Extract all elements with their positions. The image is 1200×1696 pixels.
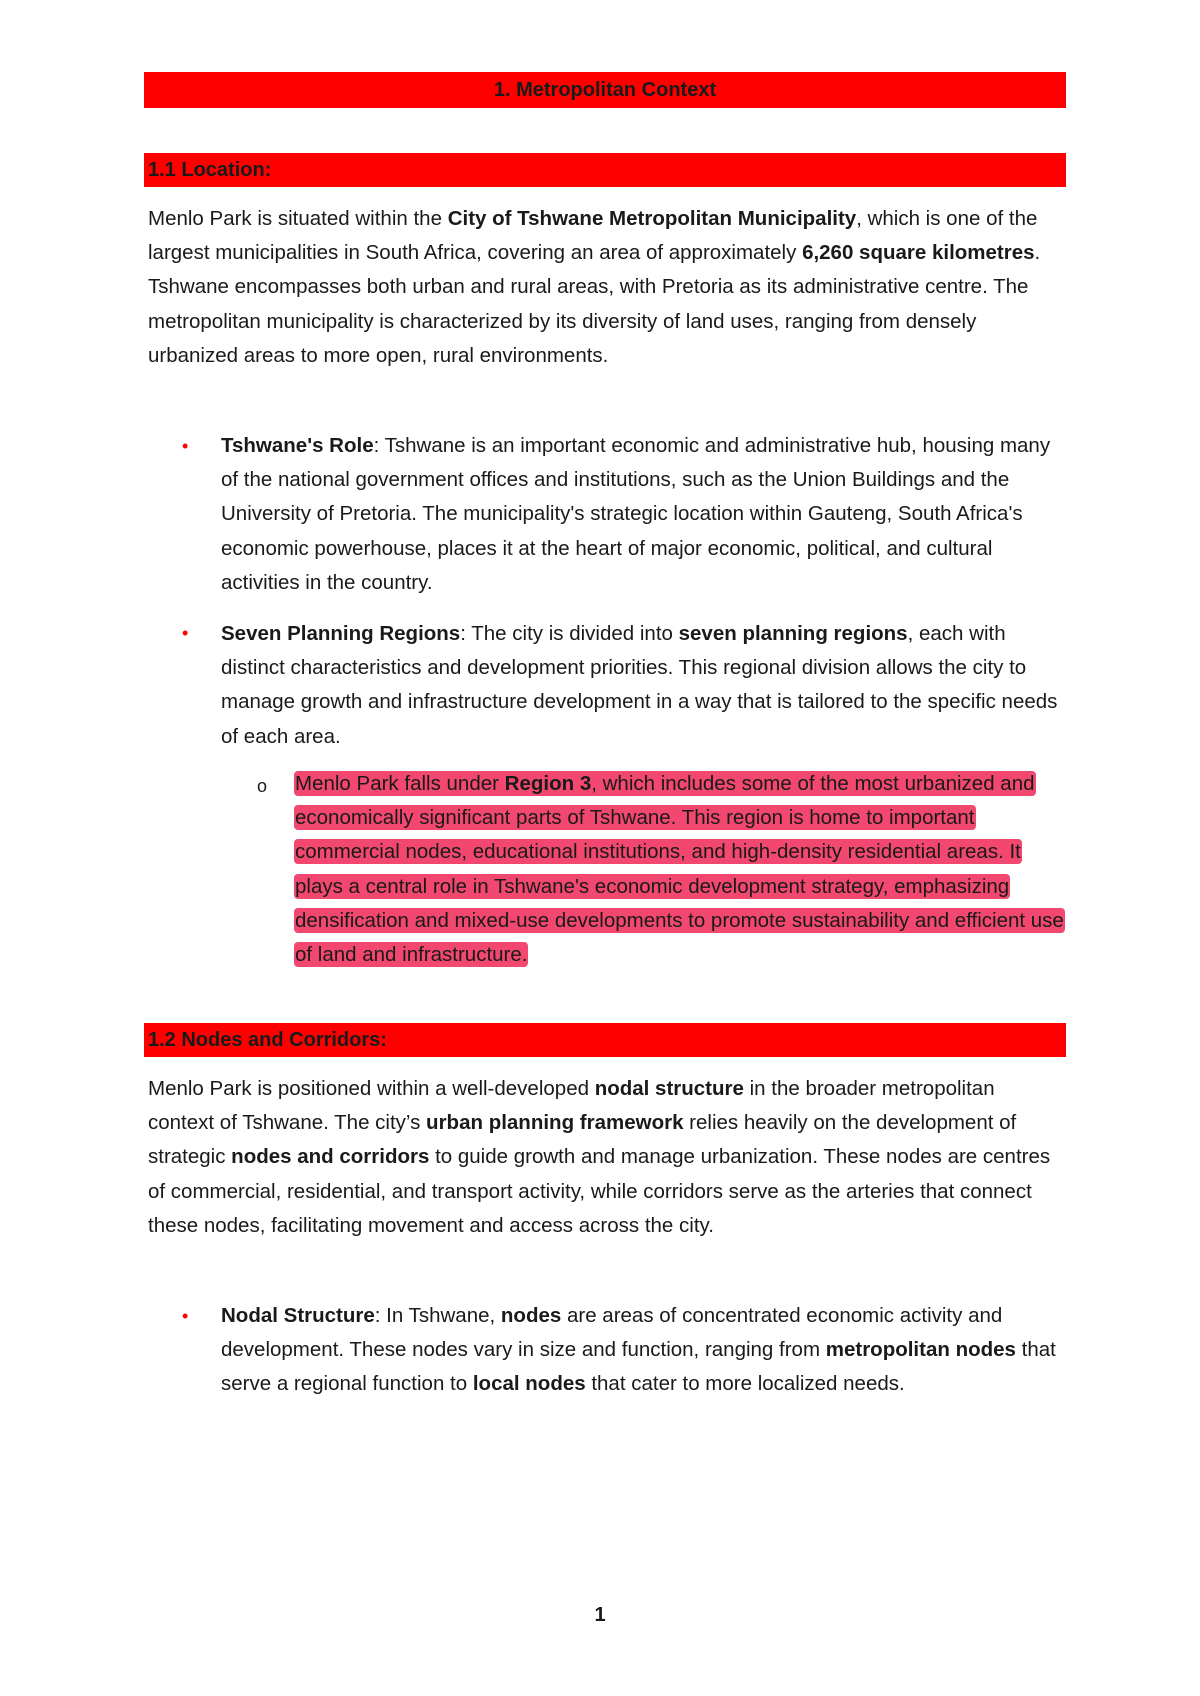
section-heading-location: 1.1 Location:	[144, 153, 1066, 187]
highlighted-region-3-text: Menlo Park falls under Region 3, which includes some of the most urbanized and economically significant parts of Tshwane. This region is home to important commercial nodes, educational institutions, and high-density residential areas. It plays a central role in Tshwane's economic development strategy, emphasizing densification and mixed-use developments to promote sustainability and efficient use of land and infrastructure.	[295, 772, 1064, 967]
location-paragraph: Menlo Park is situated within the City of Tshwane Metropolitan Municipality, which is one of the largest municipalities in South Africa, covering an area of approximately 6,260 square kilometres. Tshwane encompasses both urban and rural areas, with Pretoria as its administrative centre. The metropolitan municipality is characterized by its diversity of land uses, ranging from densely urbanized areas to more open, rural environments.	[148, 207, 1041, 367]
bullet-tshwane-role: Tshwane's Role: Tshwane is an important economic and administrative hub, housing many of the national government offices and institutions, such as the Union Buildings and the University of Pretoria. The municipality's strategic location within Gauteng, South Africa's economic powerhouse, places it at the heart of major economic, political, and cultural activities in the country.	[221, 434, 1051, 594]
bullet-nodal-structure: Nodal Structure: In Tshwane, nodes are areas of concentrated economic activity and development. These nodes vary in size and function, ranging from metropolitan nodes that serve a regional function to local nodes that cater to more localized needs.	[221, 1304, 1056, 1396]
bullet-icon: •	[182, 436, 189, 456]
bullet-icon: •	[182, 623, 189, 643]
nodes-paragraph: Menlo Park is positioned within a well-developed nodal structure in the broader metropolitan context of Tshwane. The city’s urban planning framework relies heavily on the development of strategic nodes and corridors to guide growth and manage urbanization. These nodes are centres of commercial, residential, and transport activity, while corridors serve as the arteries that connect these nodes, facilitating movement and access across the city.	[148, 1077, 1051, 1237]
page-number: 1	[594, 1604, 606, 1626]
bullet-icon: •	[182, 1306, 189, 1326]
sub-bullet-marker: o	[257, 776, 268, 796]
page-title: 1. Metropolitan Context	[144, 72, 1066, 108]
section-heading-nodes-corridors: 1.2 Nodes and Corridors:	[144, 1023, 1066, 1057]
bullet-seven-planning-regions: Seven Planning Regions: The city is divided into seven planning regions, each with distinct characteristics and development priorities. This regional division allows the city to manage growth and infrastructure development in a way that is tailored to the specific needs of each area.	[221, 622, 1058, 748]
